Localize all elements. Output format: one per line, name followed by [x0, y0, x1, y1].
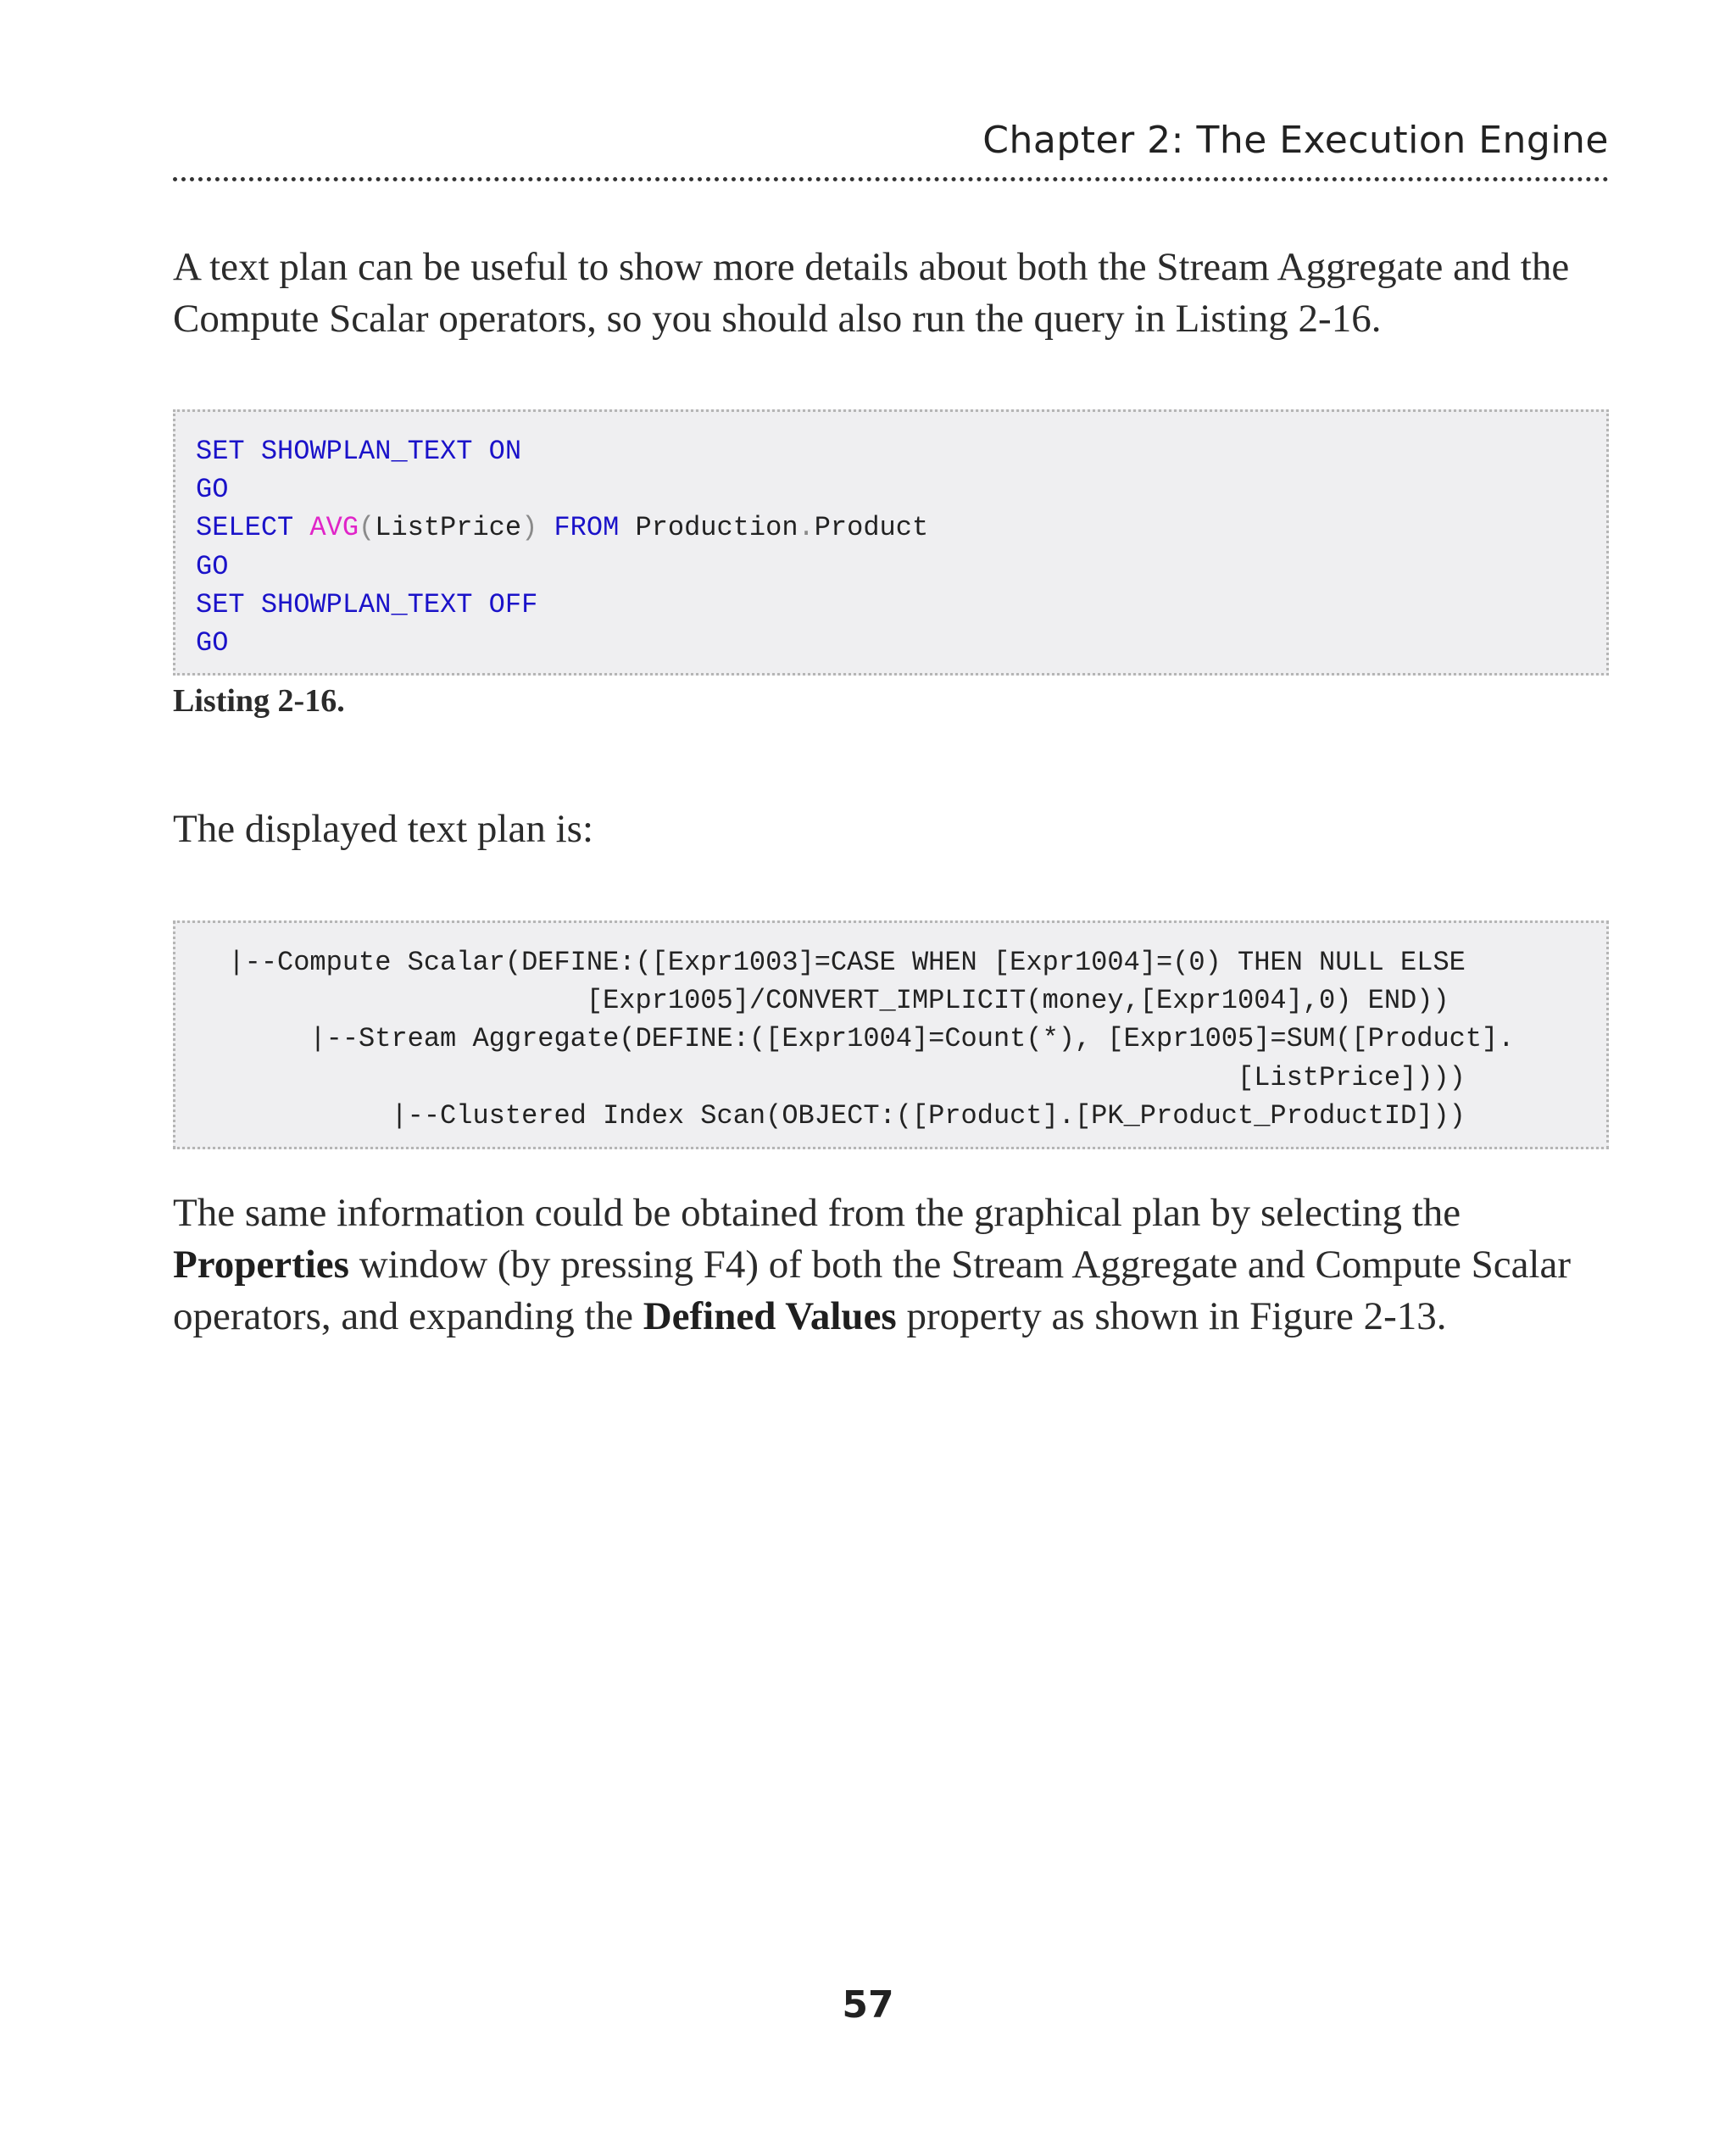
chapter-title: Chapter 2: The Execution Engine — [982, 119, 1609, 162]
code-token: Product — [814, 512, 929, 544]
code-token — [293, 512, 309, 543]
code-token: GO — [196, 550, 229, 582]
plan-intro-paragraph: The displayed text plan is: — [173, 807, 594, 851]
code-token: ( — [359, 512, 376, 544]
code-line — [196, 589, 537, 620]
page-number: 57 — [842, 1983, 894, 2027]
code-token: SET SHOWPLAN_TEXT OFF — [196, 588, 538, 620]
code-token: SELECT — [196, 512, 294, 544]
properties-term: Properties — [173, 1243, 349, 1287]
code-token: FROM — [554, 512, 620, 544]
code-token: ListPrice — [375, 512, 522, 544]
code-token: GO — [196, 474, 229, 506]
plan-line: |--Clustered Index Scan(OBJECT:([Product].[PK_Product_ProductID])) — [196, 1099, 1466, 1132]
text-plan-output — [173, 920, 1609, 1149]
properties-paragraph — [173, 1187, 1609, 1343]
para3-line3-start: operators, and expanding the — [173, 1294, 643, 1338]
sql-listing — [173, 409, 1609, 676]
sql-code — [196, 432, 928, 662]
para3-line3-end: property as shown in Figure 2-13. — [896, 1294, 1447, 1338]
code-token: SET SHOWPLAN_TEXT ON — [196, 436, 522, 467]
running-header — [173, 114, 1609, 181]
code-line — [196, 436, 521, 467]
code-token: AVG — [309, 512, 359, 544]
defined-values-term: Defined Values — [643, 1294, 897, 1338]
para3-line1: The same information could be obtained from the graphical plan by selecting the — [173, 1191, 1461, 1235]
plan-line: [Expr1005]/CONVERT_IMPLICIT(money,[Expr1004],0) END)) — [196, 985, 1449, 1017]
code-token: . — [798, 512, 815, 544]
code-token: GO — [196, 627, 229, 659]
text-plan-code — [196, 943, 1514, 1135]
intro-paragraph: A text plan can be useful to show more details about both the Stream Aggregate and the Compute Scalar operators, so you should also run the query in Listing 2-16. — [173, 245, 1570, 341]
code-token: Production — [619, 512, 798, 544]
code-token — [537, 512, 554, 543]
code-token: ) — [521, 512, 538, 544]
plan-line: [ListPrice]))) — [196, 1061, 1466, 1093]
plan-line: |--Stream Aggregate(DEFINE:([Expr1004]=Count(*), [Expr1005]=SUM([Product]. — [196, 1023, 1515, 1055]
para3-line2: window (by pressing F4) of both the Stream Aggregate and Compute Scalar — [348, 1243, 1572, 1287]
code-line — [196, 627, 228, 659]
code-line — [196, 551, 228, 582]
code-line — [196, 474, 228, 505]
listing-caption: Listing 2-16. — [173, 683, 345, 719]
code-line — [196, 512, 928, 543]
plan-line: |--Compute Scalar(DEFINE:([Expr1003]=CASE WHEN [Expr1004]=(0) THEN NULL ELSE — [196, 947, 1466, 978]
